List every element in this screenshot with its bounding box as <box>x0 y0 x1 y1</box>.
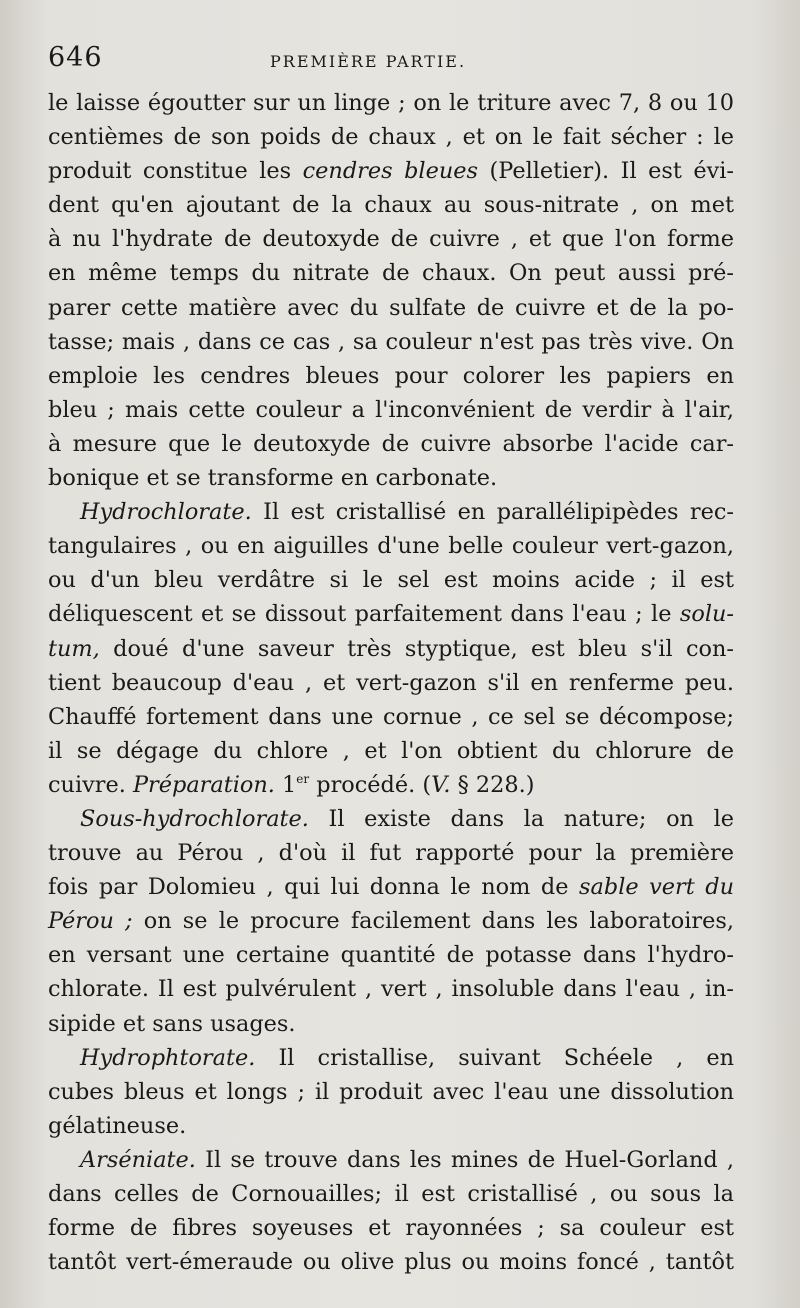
text-line: parer cette matière avec du sulfate de cuivre et de la po- <box>48 294 734 321</box>
text-line: bonique et se transforme en carbonate. <box>48 465 498 492</box>
page-number: 646 <box>48 42 103 73</box>
text-line: centièmes de son poids de chaux , et on le fait sécher : le <box>48 124 734 151</box>
text-line: gélatineuse. <box>48 1112 187 1139</box>
text-line: à mesure que le deutoxyde de cuivre absorbe l'acide car- <box>48 430 734 457</box>
text-line: dent qu'en ajoutant de la chaux au sous-nitrate , on met <box>48 192 734 219</box>
text-line: fois par Dolomieu , qui lui donna le nom de sable vert du <box>48 874 734 901</box>
running-head <box>48 42 734 82</box>
text-line: tient beaucoup d'eau , et vert-gazon s'il en renferme peu. <box>48 669 734 696</box>
term-perou: Pérou ; <box>48 908 133 935</box>
text-line: Pérou ; on se le procure facilement dans les laboratoires, <box>48 908 734 935</box>
text-line: le laisse égoutter sur un linge ; on le triture avec 7, 8 ou 10 <box>48 90 734 116</box>
text-line: sipide et sans usages. <box>48 1010 296 1037</box>
paragraph-start-arseniate: Arséniate. Il se trouve dans les mines de Huel-Gorland , <box>80 1146 734 1173</box>
body-text <box>48 86 734 1279</box>
text-line: chlorate. Il est pulvérulent , vert , insoluble dans l'eau , in- <box>48 976 734 1003</box>
term-sable-vert: sable vert du <box>579 874 734 901</box>
heading-sous-hydrochlorate: Sous-hydrochlorate. <box>80 805 309 832</box>
ref-v: V. <box>431 771 451 798</box>
text-line: Chauffé fortement dans une cornue , ce sel se décompose; <box>48 703 734 730</box>
text-line: tasse; mais , dans ce cas , sa couleur n'est pas très vive. On <box>48 328 734 355</box>
text-line: à nu l'hydrate de deutoxyde de cuivre , et que l'on forme <box>48 226 734 253</box>
term-cendres-bleues: cendres bleues <box>302 158 479 185</box>
text-line: dans celles de Cornouailles; il est cristallisé , ou sous la <box>48 1181 734 1207</box>
text-line: ou d'un bleu verdâtre si le sel est moins acide ; il est <box>48 567 734 594</box>
text-line: trouve au Pérou , d'où il fut rapporté pour la première <box>48 840 734 867</box>
heading-hydrochlorate: Hydrochlorate. <box>80 499 252 526</box>
text-line: produit constitue les cendres bleues (Pelletier). Il est évi- <box>48 158 734 185</box>
text-line: bleu ; mais cette couleur a l'inconvénient de verdir à l'air, <box>48 396 734 423</box>
heading-hydrophtorate: Hydrophtorate. <box>80 1044 256 1071</box>
paragraph-start-hydrochlorate: Hydrochlorate. Il est cristallisé en parallélipipèdes rec- <box>80 499 734 526</box>
text-line: cubes bleus et longs ; il produit avec l'eau une dissolution <box>48 1078 734 1105</box>
text-line: emploie les cendres bleues pour colorer les papiers en <box>48 362 734 389</box>
heading-arseniate: Arséniate. <box>80 1146 196 1173</box>
text-line: tantôt vert-émeraude ou olive plus ou moins foncé , tantôt <box>48 1249 734 1276</box>
paragraph-start-sous-hydrochlorate: Sous-hydrochlorate. Il existe dans la nature; on le <box>80 805 734 832</box>
text-line: tum, doué d'une saveur très styptique, est bleu s'il con- <box>48 635 734 662</box>
paragraph-start-hydrophtorate: Hydrophtorate. Il cristallise, suivant Schéele , en <box>80 1044 734 1071</box>
term-tum: tum, <box>48 635 100 662</box>
term-solutum: solu- <box>679 601 734 628</box>
text-line: tangulaires , ou en aiguilles d'une belle couleur vert-gazon, <box>48 533 734 560</box>
text-line: forme de fibres soyeuses et rayonnées ; sa couleur est <box>48 1215 734 1242</box>
term-preparation: Préparation. <box>132 771 275 798</box>
text-line: cuivre. Préparation. 1er procédé. (V. § 228.) <box>48 771 535 798</box>
text-line: déliquescent et se dissout parfaitement dans l'eau ; le solu- <box>48 601 734 628</box>
superscript-er: er <box>296 771 310 786</box>
text-line: en versant une certaine quantité de potasse dans l'hydro- <box>48 942 734 969</box>
text-line: en même temps du nitrate de chaux. On peut aussi pré- <box>48 260 734 287</box>
text-line: il se dégage du chlore , et l'on obtient du chlorure de <box>48 737 734 764</box>
running-title: PREMIÈRE PARTIE. <box>270 52 467 71</box>
